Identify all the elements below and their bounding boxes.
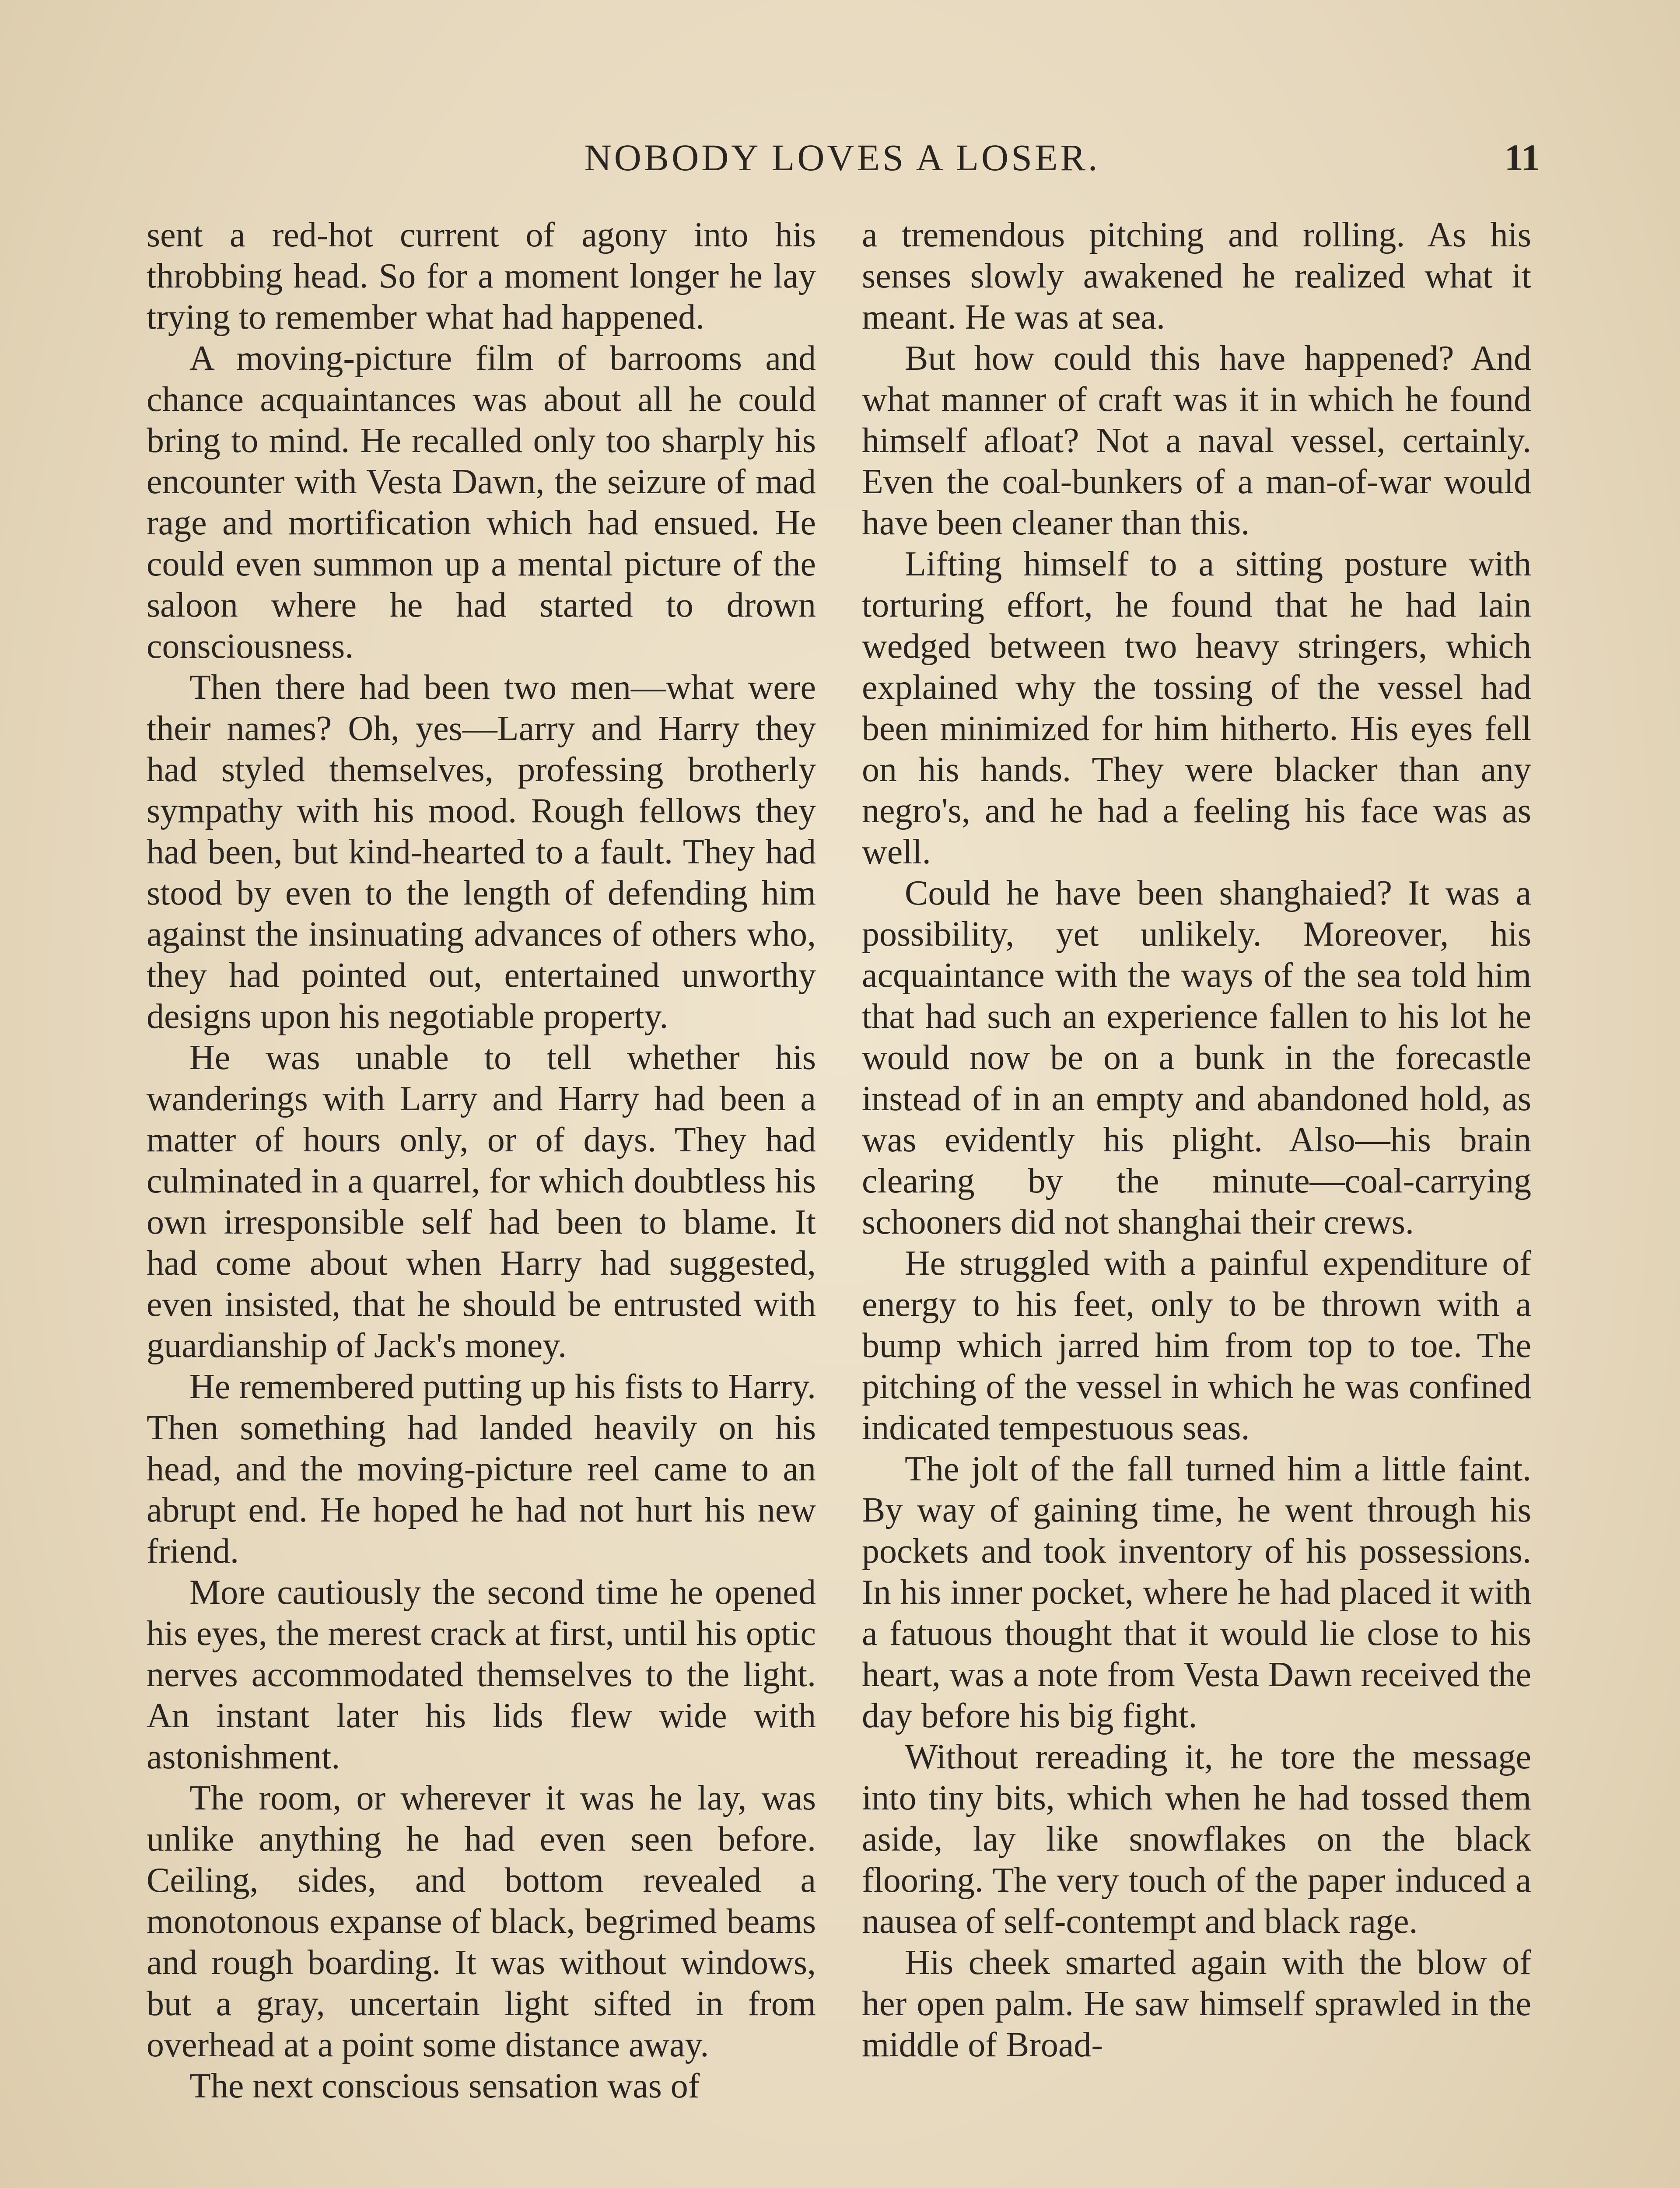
right-column [862,214,1531,2065]
paragraph: Lifting himself to a sitting posture with torturing effort, he found that he had lain wedged between two heavy stringers, which explained why the tossing of the vessel had been minimized for him hitherto. His eyes fell on his hands. They were blacker than any negro's, and he had a feeling his face was as well. [862,545,1531,871]
page-number: 11 [1504,137,1540,179]
paragraph: sent a red-hot current of agony into his throbbing head. So for a moment longer he lay trying to remember what had happened. [147,216,816,337]
paragraph: Then there had been two men—what were their names? Oh, yes—Larry and Harry they had styled themselves, professing brotherly sympathy with his mood. Rough fellows they had been, but kind-hearted to a fault. They had stood by even to the length of defending him against the insinuating advances of others who, they had pointed out, entertained unworthy designs upon his negotiable property. [147,668,816,1036]
paragraph: The jolt of the fall turned him a little faint. By way of gaining time, he went through his pockets and took inventory of his possessions. In his inner pocket, where he had placed it with a fatuous thought that it would lie close to his heart, was a note from Vesta Dawn received the day before his big fight. [862,1450,1531,1735]
paragraph: His cheek smarted again with the blow of her open palm. He saw himself sprawled in the middle of Broad- [862,1943,1531,2064]
paragraph: More cautiously the second time he opened his eyes, the merest crack at first, until his optic nerves accommodated themselves to the light. An instant later his lids flew wide with astonishment. [147,1573,816,1776]
running-title: NOBODY LOVES A LOSER. [584,137,1100,179]
paragraph: He remembered putting up his fists to Harry. Then something had landed heavily on his head, and the moving-picture reel came to an abrupt end. He hoped he had not hurt his new friend. [147,1368,816,1571]
paragraph: Could he have been shanghaied? It was a possibility, yet unlikely. Moreover, his acquaintance with the ways of the sea told him that had such an experience fallen to his lot he would now be on a bunk in the forecastle instead of in an empty and abandoned hold, as was evidently his plight. Also—his brain clearing by the minute—coal-carrying schooners did not shanghai their crews. [862,874,1531,1241]
paragraph: The next conscious sensation was of [189,2067,700,2105]
page-header [144,131,1540,184]
paragraph: a tremendous pitching and rolling. As his senses slowly awakened he realized what it meant. He was at sea. [862,216,1531,337]
paragraph: Without rereading it, he tore the message into tiny bits, which when he had tossed them aside, lay like snowflakes on the black flooring. The very touch of the paper induced a nausea of self-contempt and black rage. [862,1738,1531,1941]
left-column [147,214,816,2107]
paragraph: The room, or wherever it was he lay, was unlike anything he had even seen before. Ceiling, sides, and bottom revealed a monotonous expanse of black, begrimed beams and rough boarding. It was without windows, but a gray, uncertain light sifted in from overhead at a point some distance away. [147,1779,816,2064]
paragraph: He was unable to tell whether his wanderings with Larry and Harry had been a matter of hours only, or of days. They had culminated in a quarrel, for which doubtless his own irresponsible self had been to blame. It had come about when Harry had suggested, even insisted, that he should be entrusted with guardianship of Jack's money. [147,1038,816,1365]
paragraph: A moving-picture film of barrooms and chance acquaintances was about all he could bring to mind. He recalled only too sharply his encounter with Vesta Dawn, the seizure of mad rage and mortification which had ensued. He could even summon up a mental picture of the saloon where he had started to drown consciousness. [147,339,816,666]
paragraph: He struggled with a painful expenditure of energy to his feet, only to be thrown with a bump which jarred him from top to toe. The pitching of the vessel in which he was confined indicated tempestuous seas. [862,1244,1531,1447]
paragraph: But how could this have happened? And what manner of craft was it in which he found himself afloat? Not a naval vessel, certainly. Even the coal-bunkers of a man-of-war would have been cleaner than this. [862,339,1531,542]
